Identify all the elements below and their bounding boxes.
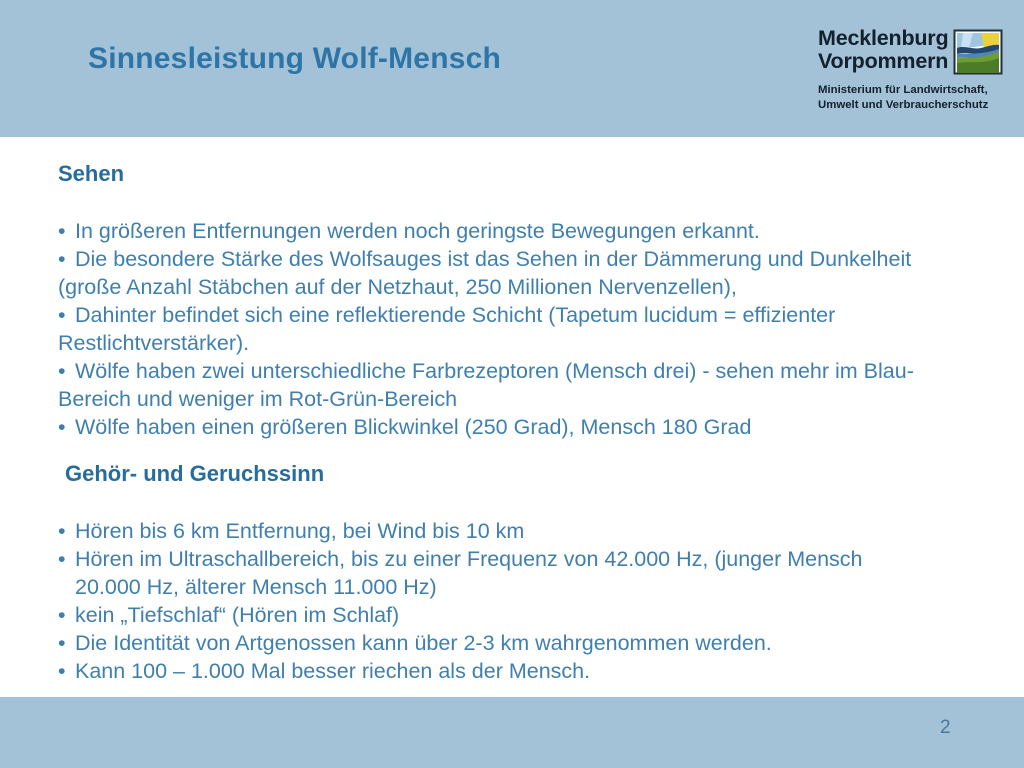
slide-title: Sinnesleistung Wolf-Mensch <box>88 42 502 75</box>
bullet-text: Dahinter befindet sich eine reflektierende Schicht (Tapetum lucidum = effizienter <box>75 303 836 327</box>
logo-region-name <box>818 27 948 73</box>
section-sehen <box>58 161 1008 441</box>
bullet-icon: • <box>58 303 66 327</box>
logo-ministry-line1: Ministerium für Landwirtschaft, <box>818 84 988 96</box>
bullet-text: Wölfe haben einen größeren Blickwinkel (250 Grad), Mensch 180 Grad <box>75 415 752 439</box>
slide-footer-band <box>0 697 1024 768</box>
bullet-text: Hören im Ultraschallbereich, bis zu einer Frequenz von 42.000 Hz, (junger Mensch <box>75 547 863 571</box>
slide-body <box>0 137 1024 697</box>
bullet-icon: • <box>58 603 66 627</box>
bullet-text: Hören bis 6 km Entfernung, bei Wind bis 10 km <box>75 519 525 543</box>
bullet-line <box>58 657 1008 685</box>
bullet-text: Die Identität von Artgenossen kann über 2-3 km wahrgenommen werden. <box>75 631 772 655</box>
bullet-line <box>58 413 1008 441</box>
section-heading: Gehör- und Geruchssinn <box>65 461 325 486</box>
bullet-icon: • <box>58 659 66 683</box>
bullet-icon: • <box>58 519 66 543</box>
bullet-list <box>58 517 1008 685</box>
slide-header-band <box>0 0 1024 137</box>
logo-ministry-line2: Umwelt und Verbraucherschutz <box>818 98 989 111</box>
bullet-text: In größeren Entfernungen werden noch geringste Bewegungen erkannt. <box>75 219 760 243</box>
bullet-text: Restlichtverstärker). <box>58 331 250 355</box>
bullet-icon: • <box>58 547 66 571</box>
bullet-line <box>58 217 1008 245</box>
bullet-text: kein „Tiefschlaf“ (Hören im Schlaf) <box>75 603 400 627</box>
bullet-line <box>58 329 1008 357</box>
logo-region-line2: Vorpommern <box>818 49 949 73</box>
bullet-text: Wölfe haben zwei unterschiedliche Farbrezeptoren (Mensch drei) - sehen mehr im Blau- <box>75 359 914 383</box>
bullet-icon: • <box>58 247 66 271</box>
logo-region-line1: Mecklenburg <box>818 26 949 50</box>
bullet-line <box>58 357 1008 385</box>
section-heading: Sehen <box>58 161 125 186</box>
bullet-text: Bereich und weniger im Rot-Grün-Bereich <box>58 387 458 411</box>
bullet-line <box>58 517 1008 545</box>
bullet-line <box>58 273 1008 301</box>
bullet-text: Die besondere Stärke des Wolfsauges ist das Sehen in der Dämmerung und Dunkelheit <box>75 247 912 271</box>
bullet-line <box>58 301 1008 329</box>
bullet-list <box>58 217 1008 441</box>
bullet-icon: • <box>58 631 66 655</box>
bullet-text: (große Anzahl Stäbchen auf der Netzhaut, 250 Millionen Nervenzellen), <box>58 275 737 299</box>
bullet-line <box>58 545 1008 573</box>
logo-ministry-name <box>818 83 1018 112</box>
bullet-line <box>58 601 1008 629</box>
bullet-icon <box>58 573 75 601</box>
bullet-line <box>58 629 1008 657</box>
bullet-text: 20.000 Hz, älterer Mensch 11.000 Hz) <box>75 575 437 599</box>
bullet-line <box>58 385 1008 413</box>
bullet-line <box>58 245 1008 273</box>
page-number: 2 <box>940 717 951 738</box>
section-gehoer-geruchssinn <box>58 461 1008 685</box>
bullet-line <box>58 573 1008 601</box>
bullet-icon: • <box>58 359 66 383</box>
bullet-icon: • <box>58 219 66 243</box>
bullet-text: Kann 100 – 1.000 Mal besser riechen als der Mensch. <box>75 659 591 683</box>
bullet-icon: • <box>58 415 66 439</box>
landscape-emblem-icon <box>953 29 1003 75</box>
mecklenburg-vorpommern-logo <box>818 27 1018 112</box>
